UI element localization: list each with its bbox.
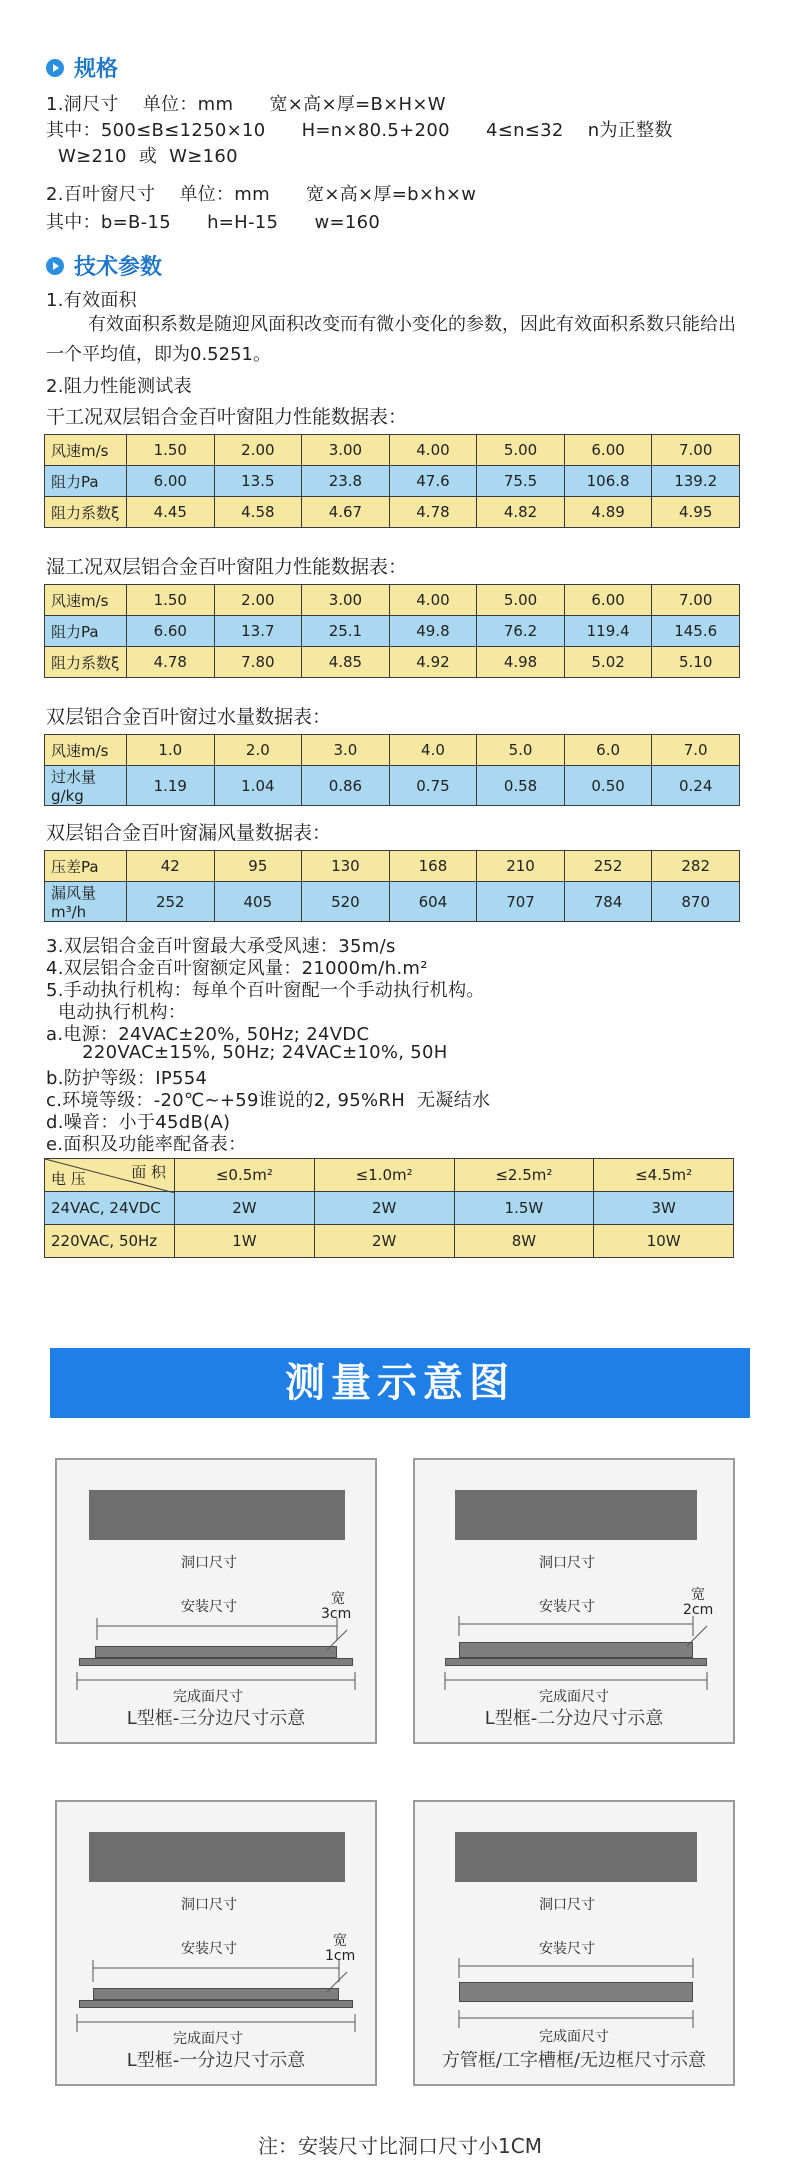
table-cell: 4.67 bbox=[302, 497, 390, 528]
spec-item: b.防护等级：IP554 bbox=[46, 1068, 208, 1089]
table-cell: 145.6 bbox=[652, 616, 740, 647]
table-cell: 47.6 bbox=[389, 466, 477, 497]
row-header: 阻力Pa bbox=[45, 466, 127, 497]
wet-resistance-table bbox=[44, 584, 740, 678]
section-title: 规格 bbox=[74, 57, 119, 82]
table-row bbox=[45, 435, 740, 466]
table-cell: 95 bbox=[214, 851, 302, 882]
table-cell: 0.75 bbox=[389, 766, 477, 806]
table-cell: 4.00 bbox=[389, 585, 477, 616]
table-cell: 106.8 bbox=[564, 466, 652, 497]
row-header: 阻力系数ξ bbox=[45, 647, 127, 678]
table-cell: 4.95 bbox=[652, 497, 740, 528]
table-cell: 252 bbox=[127, 882, 215, 922]
table-row bbox=[45, 1159, 734, 1192]
table-caption: 双层铝合金百叶窗过水量数据表： bbox=[46, 706, 332, 728]
table-cell: 4.85 bbox=[302, 647, 390, 678]
diagram-panel-l-two bbox=[413, 1458, 735, 1744]
dry-resistance-table bbox=[44, 434, 740, 528]
table-cell: 604 bbox=[389, 882, 477, 922]
table-cell: 130 bbox=[302, 851, 390, 882]
spec-item: c.环境等级：-20℃~+59谁说的2, 95%RH 无凝结水 bbox=[46, 1090, 491, 1111]
table-row bbox=[45, 1225, 734, 1258]
table-row bbox=[45, 882, 740, 922]
table-cell: 210 bbox=[477, 851, 565, 882]
hole-label: 洞口尺寸 bbox=[539, 1897, 595, 1913]
table-cell: 405 bbox=[214, 882, 302, 922]
table-cell: 3.0 bbox=[302, 735, 390, 766]
table-cell: 784 bbox=[564, 882, 652, 922]
table-cell: 5.00 bbox=[477, 585, 565, 616]
table-cell: 282 bbox=[652, 851, 740, 882]
section-title: 技术参数 bbox=[74, 255, 163, 280]
tech-subtitle: 1.有效面积 bbox=[46, 290, 137, 311]
row-header: 压差Pa bbox=[45, 851, 127, 882]
table-cell: 3W bbox=[594, 1192, 734, 1225]
column-header: ≤2.5m² bbox=[454, 1159, 594, 1192]
table-cell: 1.50 bbox=[127, 585, 215, 616]
column-header: ≤0.5m² bbox=[175, 1159, 315, 1192]
footnote: 注：安装尺寸比洞口尺寸小1CM bbox=[258, 2134, 542, 2158]
table-row bbox=[45, 585, 740, 616]
diagram-panel-l-three bbox=[55, 1458, 377, 1744]
spec-line: 1.洞尺寸 单位：mm 宽×高×厚=B×H×W bbox=[46, 94, 446, 115]
table-caption: 湿工况双层铝合金百叶窗阻力性能数据表： bbox=[46, 556, 408, 578]
table-cell: 5.02 bbox=[564, 647, 652, 678]
diagram-panel-square-tube bbox=[413, 1800, 735, 2086]
table-cell: 4.78 bbox=[389, 497, 477, 528]
section-spec-heading bbox=[46, 52, 118, 83]
finish-label: 完成面尺寸 bbox=[173, 2031, 243, 2047]
spec-item: 电动执行机构： bbox=[46, 1002, 187, 1023]
table-row bbox=[45, 851, 740, 882]
air-leakage-table bbox=[44, 850, 740, 922]
table-cell: 1.50 bbox=[127, 435, 215, 466]
table-cell: 252 bbox=[564, 851, 652, 882]
table-cell: 168 bbox=[389, 851, 477, 882]
spec-item: a.电源：24VAC±20%, 50Hz; 24VDC bbox=[46, 1024, 370, 1045]
table-cell: 1W bbox=[175, 1225, 315, 1258]
table-row bbox=[45, 466, 740, 497]
table-cell: 0.24 bbox=[652, 766, 740, 806]
effective-area-paragraph: 有效面积系数是随迎风面积改变而有微小变化的参数，因此有效面积系数只能给出一个平均值，即为0.5251。 bbox=[46, 314, 736, 365]
table-cell: 76.2 bbox=[477, 616, 565, 647]
row-header: 阻力Pa bbox=[45, 616, 127, 647]
table-row bbox=[45, 497, 740, 528]
row-header: 过水量g/kg bbox=[45, 766, 127, 806]
finish-label: 完成面尺寸 bbox=[539, 1689, 609, 1705]
table-cell: 2W bbox=[314, 1225, 454, 1258]
table-cell: 6.00 bbox=[127, 466, 215, 497]
measure-banner: 测量示意图 bbox=[50, 1348, 750, 1418]
power-rating-table bbox=[44, 1158, 734, 1258]
table-cell: 4.0 bbox=[389, 735, 477, 766]
row-header: 风速m/s bbox=[45, 435, 127, 466]
width-label: 宽 bbox=[691, 1587, 705, 1603]
spec-item: 4.双层铝合金百叶窗额定风量：21000m/h.m² bbox=[46, 958, 428, 979]
bullet-play-icon bbox=[46, 257, 64, 275]
install-label: 安装尺寸 bbox=[181, 1941, 237, 1957]
finish-label: 完成面尺寸 bbox=[173, 1689, 243, 1705]
table-cell: 139.2 bbox=[652, 466, 740, 497]
table-cell: 2.0 bbox=[214, 735, 302, 766]
width-label: 宽 bbox=[333, 1933, 347, 1949]
bullet-play-icon bbox=[46, 59, 64, 77]
table-cell: 4.58 bbox=[214, 497, 302, 528]
spec-line: W≥210 或 W≥160 bbox=[46, 146, 238, 167]
table-cell: 7.0 bbox=[652, 735, 740, 766]
table-cell: 6.00 bbox=[564, 435, 652, 466]
table-cell: 23.8 bbox=[302, 466, 390, 497]
table-cell: 2.00 bbox=[214, 435, 302, 466]
width-value: 3cm bbox=[321, 1606, 352, 1622]
table-cell: 119.4 bbox=[564, 616, 652, 647]
table-cell: 1.0 bbox=[127, 735, 215, 766]
finish-label: 完成面尺寸 bbox=[539, 2029, 609, 2045]
table-cell: 2W bbox=[175, 1192, 315, 1225]
table-row bbox=[45, 1192, 734, 1225]
table-cell: 75.5 bbox=[477, 466, 565, 497]
table-cell: 13.5 bbox=[214, 466, 302, 497]
spec-line: 2.百叶窗尺寸 单位：mm 宽×高×厚=b×h×w bbox=[46, 184, 477, 205]
table-cell: 6.0 bbox=[564, 735, 652, 766]
spec-line: 其中：500≤B≤1250×10 H=n×80.5+200 4≤n≤32 n为正整数 bbox=[46, 120, 673, 141]
table-row bbox=[45, 735, 740, 766]
table-cell: 4.98 bbox=[477, 647, 565, 678]
panel-caption: L型框-一分边尺寸示意 bbox=[126, 2050, 306, 2071]
table-caption: 双层铝合金百叶窗漏风量数据表： bbox=[46, 822, 332, 844]
table-cell: 25.1 bbox=[302, 616, 390, 647]
section-tech-heading bbox=[46, 250, 162, 281]
row-header: 漏风量m³/h bbox=[45, 882, 127, 922]
table-cell: 0.86 bbox=[302, 766, 390, 806]
row-header: 阻力系数ξ bbox=[45, 497, 127, 528]
panel-caption: 方管框/工字槽框/无边框尺寸示意 bbox=[441, 2050, 707, 2071]
table-cell: 707 bbox=[477, 882, 565, 922]
table-cell: 1.04 bbox=[214, 766, 302, 806]
table-row bbox=[45, 647, 740, 678]
install-label: 安装尺寸 bbox=[539, 1941, 595, 1957]
table-cell: 4.78 bbox=[127, 647, 215, 678]
column-header: ≤1.0m² bbox=[314, 1159, 454, 1192]
table-cell: 10W bbox=[594, 1225, 734, 1258]
table-cell: 13.7 bbox=[214, 616, 302, 647]
table-cell: 0.58 bbox=[477, 766, 565, 806]
table-caption: 干工况双层铝合金百叶窗阻力性能数据表： bbox=[46, 406, 408, 428]
spec-item: d.噪音：小于45dB(A) bbox=[46, 1112, 231, 1133]
corner-top-label: 面 积 bbox=[131, 1163, 166, 1181]
hole-label: 洞口尺寸 bbox=[181, 1555, 237, 1571]
table-cell: 4.45 bbox=[127, 497, 215, 528]
table-cell: 49.8 bbox=[389, 616, 477, 647]
table-cell: 870 bbox=[652, 882, 740, 922]
table-cell: 5.0 bbox=[477, 735, 565, 766]
row-header: 24VAC, 24VDC bbox=[45, 1192, 175, 1225]
table-cell: 7.00 bbox=[652, 585, 740, 616]
table-cell: 2W bbox=[314, 1192, 454, 1225]
hole-label: 洞口尺寸 bbox=[539, 1555, 595, 1571]
corner-bottom-label: 电 压 bbox=[51, 1170, 86, 1188]
spec-item: e.面积及功能率配备表： bbox=[46, 1134, 247, 1155]
column-header: ≤4.5m² bbox=[594, 1159, 734, 1192]
table-cell: 5.00 bbox=[477, 435, 565, 466]
diagram-panel-l-one bbox=[55, 1800, 377, 2086]
table-cell: 7.80 bbox=[214, 647, 302, 678]
table-cell: 4.92 bbox=[389, 647, 477, 678]
table-cell: 5.10 bbox=[652, 647, 740, 678]
spec-line: 其中：b=B-15 h=H-15 w=160 bbox=[46, 212, 381, 233]
row-header: 220VAC, 50Hz bbox=[45, 1225, 175, 1258]
table-cell: 520 bbox=[302, 882, 390, 922]
tech-subtitle: 2.阻力性能测试表 bbox=[46, 376, 192, 397]
panel-caption: L型框-二分边尺寸示意 bbox=[484, 1708, 664, 1729]
water-penetration-table bbox=[44, 734, 740, 806]
spec-item: 3.双层铝合金百叶窗最大承受风速：35m/s bbox=[46, 936, 396, 957]
table-cell: 0.50 bbox=[564, 766, 652, 806]
table-cell: 42 bbox=[127, 851, 215, 882]
row-header: 风速m/s bbox=[45, 735, 127, 766]
width-value: 2cm bbox=[683, 1602, 714, 1618]
corner-header bbox=[45, 1159, 175, 1192]
table-cell: 6.60 bbox=[127, 616, 215, 647]
table-cell: 3.00 bbox=[302, 585, 390, 616]
spec-item: 5.手动执行机构：每单个百叶窗配一个手动执行机构。 bbox=[46, 980, 485, 1001]
spec-item: 220VAC±15%, 50Hz; 24VAC±10%, 50H bbox=[46, 1042, 448, 1063]
table-cell: 1.5W bbox=[454, 1192, 594, 1225]
table-row bbox=[45, 616, 740, 647]
table-cell: 4.89 bbox=[564, 497, 652, 528]
width-value: 1cm bbox=[325, 1948, 356, 1964]
width-label: 宽 bbox=[331, 1591, 345, 1607]
row-header: 风速m/s bbox=[45, 585, 127, 616]
table-cell: 6.00 bbox=[564, 585, 652, 616]
table-cell: 1.19 bbox=[127, 766, 215, 806]
panel-caption: L型框-三分边尺寸示意 bbox=[126, 1708, 306, 1729]
table-cell: 7.00 bbox=[652, 435, 740, 466]
table-cell: 3.00 bbox=[302, 435, 390, 466]
install-label: 安装尺寸 bbox=[539, 1599, 595, 1615]
table-row bbox=[45, 766, 740, 806]
table-cell: 4.00 bbox=[389, 435, 477, 466]
hole-label: 洞口尺寸 bbox=[181, 1897, 237, 1913]
install-label: 安装尺寸 bbox=[181, 1599, 237, 1615]
table-cell: 8W bbox=[454, 1225, 594, 1258]
table-cell: 4.82 bbox=[477, 497, 565, 528]
table-cell: 2.00 bbox=[214, 585, 302, 616]
